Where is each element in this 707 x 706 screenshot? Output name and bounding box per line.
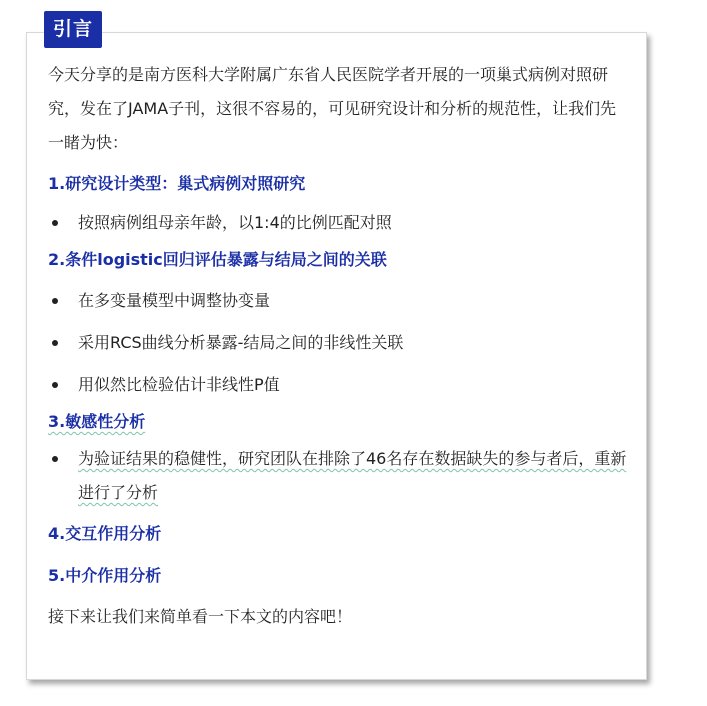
bullet-3-1-text: 为验证结果的稳健性，研究团队在排除了46名存在数据缺失的参与者后，重新进行了分析 <box>78 449 627 502</box>
section-heading-1: 1.研究设计类型：巢式病例对照研究 <box>48 174 306 193</box>
section-heading-3-text: 3.敏感性分析 <box>48 412 146 431</box>
section-heading-5: 5.中介作用分析 <box>48 566 162 585</box>
closing-paragraph: 接下来让我们来简单看一下本文的内容吧！ <box>48 607 353 626</box>
intro-paragraph: 今天分享的是南方医科大学附属广东省人民医院学者开展的一项巢式病例对照研究，发在了JAMA子刊，这很不容易的，可见研究设计和分析的规范性，让我们先一睹为快： <box>48 65 617 152</box>
bullet-2-1: 在多变量模型中调整协变量 <box>48 284 632 318</box>
bullet-2-2: 采用RCS曲线分析暴露-结局之间的非线性关联 <box>48 326 632 360</box>
bullet-1-1: 按照病例组母亲年龄，以1:4的比例匹配对照 <box>48 206 632 240</box>
section-heading-4: 4.交互作用分析 <box>48 524 162 543</box>
article-content <box>48 58 632 634</box>
section-heading-2: 2.条件logistic回归评估暴露与结局之间的关联 <box>48 250 387 269</box>
section-heading-3 <box>48 412 632 432</box>
intro-tag: 引言 <box>44 11 102 48</box>
bullet-2-3: 用似然比检验估计非线性P值 <box>48 368 632 402</box>
bullet-3-1 <box>48 442 632 510</box>
